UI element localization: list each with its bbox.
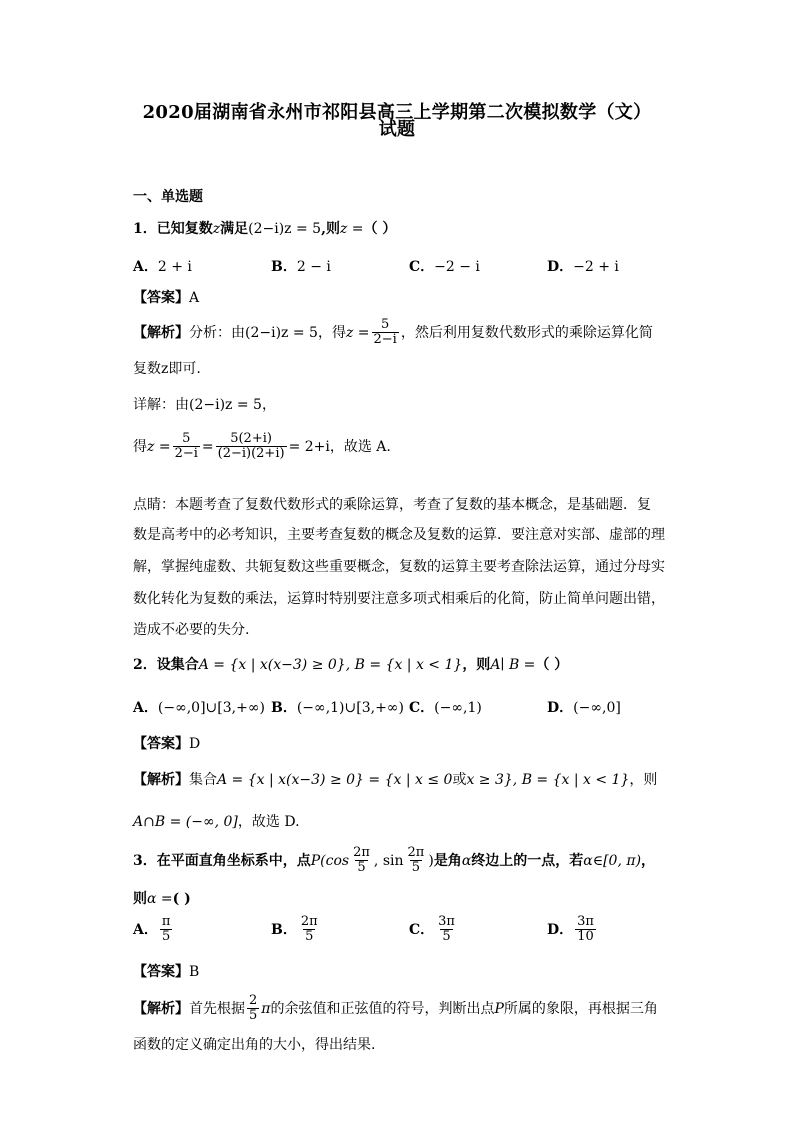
- q3-fraction-cos: $\frac{2\pi}{5}$: [353, 845, 370, 876]
- q3-option-b: B． $\frac{2\pi}{5}$: [271, 914, 318, 945]
- q1-ask: z =: [339, 221, 364, 237]
- q3-stem: 3．在平面直角坐标系中，点P(cos $\frac{2\pi}{5}$ , sin $\frac{2\pi}{5}$ )是角α终边上的一点，若α∈[0, π)，: [133, 845, 656, 876]
- q1-option-c: C．−2 − i: [409, 259, 480, 275]
- q3-stem-line2: 则α =( ): [133, 891, 191, 907]
- q1-fraction: $\frac{5}{2-i}$: [373, 317, 397, 348]
- q1-analysis: 【解析】分析：由(2−i)z = 5，得z = $\frac{5}{2-i}$ ，然后利用复数代数形式的乘除运算化简: [133, 317, 653, 348]
- q1-comment-line5: 造成不必要的失分.: [133, 622, 250, 638]
- q1-text: 满足: [220, 221, 249, 237]
- q1-derivation-fraction-1: $\frac{5}{2-i}$: [174, 431, 198, 462]
- q2-answer: 【答案】D: [133, 736, 201, 752]
- q1-detail: 详解：由(2−i)z = 5，: [133, 397, 276, 413]
- q1-then: ,则: [321, 221, 340, 237]
- q1-paren: （ ）: [363, 221, 397, 237]
- q3-analysis-line2: 函数的定义确定出角的大小，得出结果.: [133, 1037, 376, 1053]
- q3-fraction-sin: $\frac{2\pi}{5}$: [407, 845, 425, 876]
- q1-answer: 【答案】A: [133, 290, 200, 306]
- q3-option-d: D． $\frac{3\pi}{10}$: [547, 914, 594, 945]
- document-title-line1: 2020届湖南省永州市祁阳县高三上学期第二次模拟数学（文）: [142, 102, 652, 123]
- q3-answer: 【答案】B: [133, 964, 200, 980]
- q3-analysis-fraction: $\frac{2}{5}$: [249, 993, 258, 1024]
- q2-option-d: D．(−∞,0]: [547, 700, 621, 716]
- document-title-line2: 试题: [378, 119, 416, 140]
- q3-option-a: A． $\frac{\pi}{5}$: [133, 914, 171, 945]
- q1-number: 1．已知复数: [133, 221, 213, 237]
- q2-option-a: A．(−∞,0]∪[3,+∞): [133, 700, 265, 716]
- q1-option-d: D．−2 + i: [547, 259, 619, 275]
- q1-equation: (2−i)z = 5: [248, 221, 322, 237]
- q1-comment-line4: 数化转化为复数的乘法，运算时特别要注意多项式相乘后的化简，防止简单问题出错，: [133, 591, 665, 607]
- section-heading: 一、单选题: [133, 189, 203, 205]
- q3-option-c: C． $\frac{3\pi}{5}$: [409, 914, 455, 945]
- q2-option-c: C．(−∞,1): [409, 700, 482, 716]
- q1-option-b: B．2 − i: [271, 259, 331, 275]
- q2-analysis: 【解析】集合A = {x | x(x−3) ≥ 0} = {x | x ≤ 0或x ≥ 3}, B = {x | x < 1}，则: [133, 772, 658, 788]
- q1-var-z: z: [212, 221, 221, 237]
- q1-comment-line1: 点睛：本题考查了复数代数形式的乘除运算，考查了复数的基本概念，是基础题．复: [133, 497, 651, 513]
- q1-comment-line3: 解，掌握纯虚数、共轭复数这些重要概念，复数的运算主要考查除法运算，通过分母实: [133, 559, 665, 575]
- q3-analysis: 【解析】首先根据 $\frac{2}{5}$ π的余弦值和正弦值的符号，判断出点P所属的象限，再根据三角: [133, 993, 658, 1024]
- q1-comment-line2: 数是高考中的必考知识，主要考查复数的概念及复数的运算．要注意对实部、虚部的理: [133, 527, 665, 543]
- q1-option-a: A．2 + i: [133, 259, 192, 275]
- q2-stem: 2．设集合A = {x | x(x−3) ≥ 0}, B = {x | x < 1}，则A∣ B =（ ）: [133, 657, 569, 673]
- q1-analysis-line2: 复数z即可.: [133, 361, 201, 377]
- q1-derivation: 得z = $\frac{5}{2-i}$ = $\frac{5(2+i)}{(2-i)(2+i)}$ = 2+i，故选 A.: [133, 431, 391, 462]
- q1-derivation-fraction-2: $\frac{5(2+i)}{(2-i)(2+i)}$: [217, 431, 285, 462]
- q2-option-b: B．(−∞,1)∪[3,+∞): [271, 700, 404, 716]
- q2-analysis-line2: A∩B = (−∞, 0]，故选 D.: [133, 814, 300, 830]
- q1-stem: [133, 218, 396, 238]
